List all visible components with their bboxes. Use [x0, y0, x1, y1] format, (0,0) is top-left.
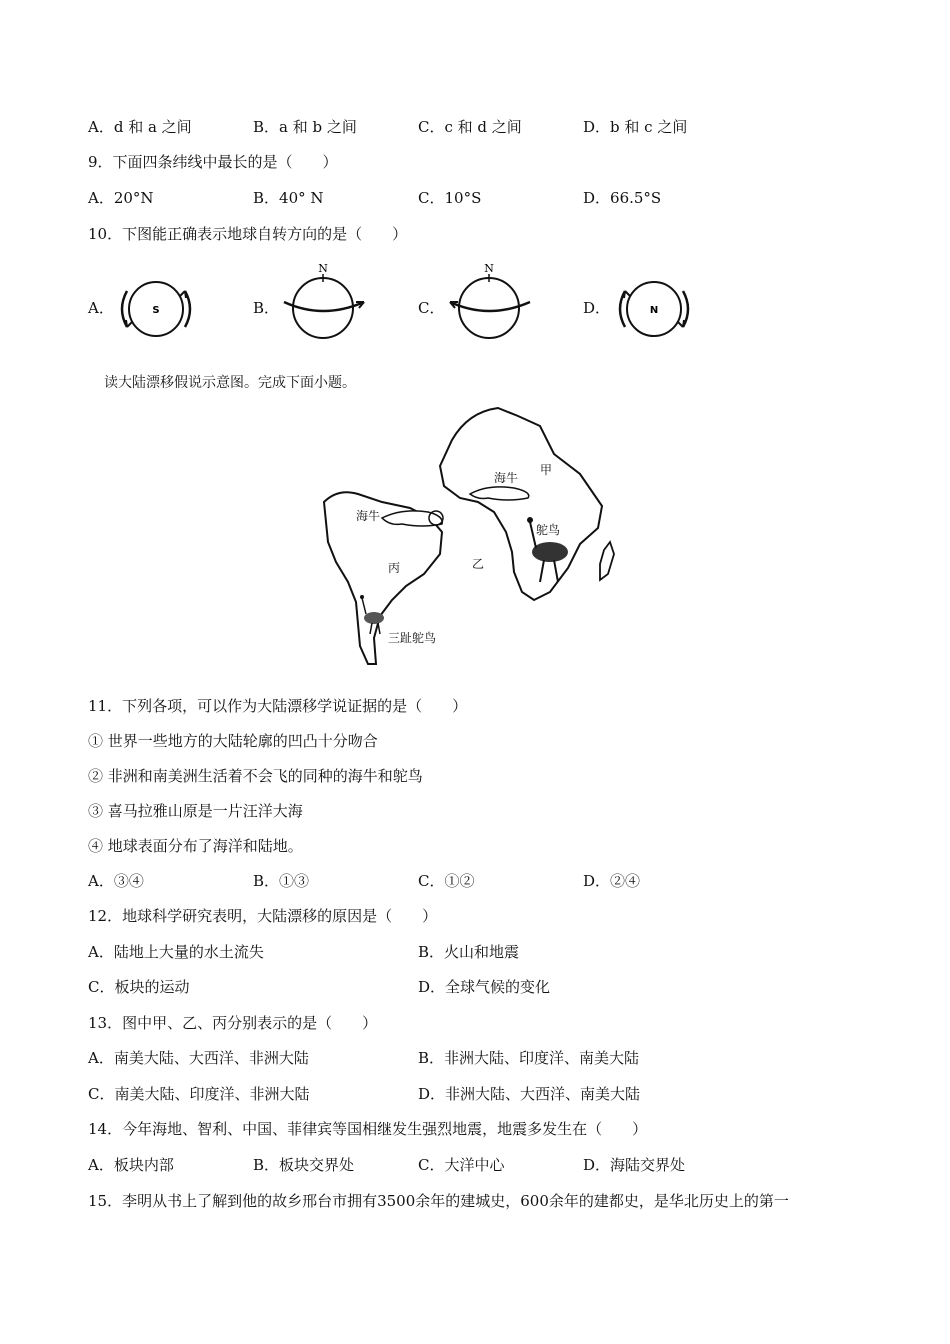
q13-option-a: A．南美大陆、大西洋、非洲大陆 — [88, 1049, 309, 1067]
map-label-rhea: 三趾鸵鸟 — [388, 631, 437, 645]
reading-intro: 读大陆漂移假说示意图。完成下面小题。 — [104, 375, 356, 391]
q11-item-3: ③ 喜马拉雅山原是一片汪洋大海 — [88, 802, 303, 820]
q10-option-a: A． — [88, 299, 114, 317]
continental-drift-map — [318, 402, 618, 674]
globe-c-label: N — [484, 262, 494, 275]
q9-option-d: D．66.5°S — [583, 189, 662, 207]
q11-item-2: ② 非洲和南美洲生活着不会飞的同种的海牛和鸵鸟 — [88, 767, 423, 785]
globe-d-label: N — [649, 305, 659, 316]
madagascar-outline — [600, 542, 614, 580]
q9-option-c: C．10°S — [418, 189, 482, 207]
q14-option-a: A．板块内部 — [88, 1156, 174, 1174]
q11-item-1: ① 世界一些地方的大陆轮廓的凹凸十分吻合 — [88, 732, 378, 750]
q12-option-a: A．陆地上大量的水土流失 — [88, 943, 264, 961]
globe-a-figure — [114, 278, 198, 340]
q12-option-d: D．全球气候的变化 — [418, 978, 551, 996]
q14-option-b: B．板块交界处 — [253, 1156, 355, 1174]
map-label-ostrich: 鸵鸟 — [536, 523, 561, 537]
map-label-sea-cow-africa: 海牛 — [494, 471, 519, 485]
q14-option-c: C．大洋中心 — [418, 1156, 505, 1174]
q9-stem: 9．下面四条纬线中最长的是（ ） — [88, 153, 338, 171]
q9-option-b: B．40° N — [253, 189, 324, 207]
q10-option-b: B． — [253, 299, 280, 317]
q13-stem: 13．图中甲、乙、丙分别表示的是（ ） — [88, 1014, 378, 1032]
q11-item-4: ④ 地球表面分布了海洋和陆地。 — [88, 837, 303, 855]
q11-option-d: D．②④ — [583, 872, 641, 890]
q13-option-c: C．南美大陆、印度洋、非洲大陆 — [88, 1085, 310, 1103]
q14-stem: 14．今年海地、智利、中国、菲律宾等国相继发生强烈地震，地震多发生在（ ） — [88, 1120, 648, 1138]
q11-option-b: B．①③ — [253, 872, 310, 890]
globe-d-figure — [612, 278, 696, 340]
globe-b-figure — [280, 258, 370, 342]
q13-option-d: D．非洲大陆、大西洋、南美大陆 — [418, 1085, 641, 1103]
q12-option-b: B．火山和地震 — [418, 943, 520, 961]
globe-a-label: S — [152, 305, 160, 316]
globe-b-label: N — [318, 262, 328, 275]
q10-option-c: C． — [418, 299, 445, 317]
q11-stem: 11．下列各项，可以作为大陆漂移学说证据的是（ ） — [88, 697, 468, 715]
q12-option-c: C．板块的运动 — [88, 978, 190, 996]
map-label-sea-cow-sa: 海牛 — [356, 509, 381, 523]
africa-outline — [440, 408, 602, 600]
map-label-jia: 甲 — [540, 463, 553, 477]
q11-option-a: A．③④ — [88, 872, 144, 890]
q12-stem: 12．地球科学研究表明，大陆漂移的原因是（ ） — [88, 907, 438, 925]
q15-stem: 15．李明从书上了解到他的故乡邢台市拥有3500余年的建城史，600余年的建都史，是华北历史上的第一 — [88, 1192, 789, 1210]
q8-option-c: C．c 和 d 之间 — [418, 118, 522, 136]
q8-option-b: B．a 和 b 之间 — [253, 118, 357, 136]
q8-option-a: A．d 和 a 之间 — [88, 118, 192, 136]
q10-stem: 10．下图能正确表示地球自转方向的是（ ） — [88, 225, 408, 243]
q14-option-d: D．海陆交界处 — [583, 1156, 686, 1174]
sea-cow-africa-icon — [470, 487, 529, 500]
q9-option-a: A．20°N — [88, 189, 154, 207]
q10-option-d: D． — [583, 299, 611, 317]
map-label-bing: 丙 — [388, 561, 401, 575]
q8-option-d: D．b 和 c 之间 — [583, 118, 688, 136]
map-label-yi: 乙 — [472, 557, 485, 571]
q13-option-b: B．非洲大陆、印度洋、南美大陆 — [418, 1049, 640, 1067]
globe-c-figure — [446, 258, 536, 342]
rhea-icon — [360, 595, 384, 634]
q11-option-c: C．①② — [418, 872, 475, 890]
